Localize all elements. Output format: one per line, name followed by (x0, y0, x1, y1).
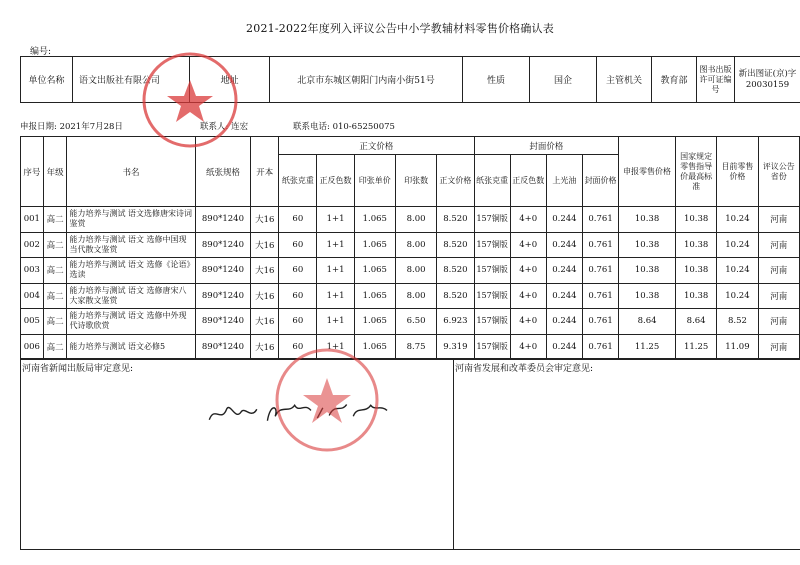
cell-bu: 1.065 (354, 334, 395, 360)
cell-bs: 8.00 (395, 232, 436, 258)
cell-bs: 8.00 (395, 283, 436, 309)
table-row (21, 283, 800, 309)
license-value: 新出图证(京)字20030159 (735, 57, 800, 103)
authority-value: 教育部 (652, 57, 697, 103)
cell-cp: 0.761 (582, 258, 618, 284)
cell-bc: 1+1 (317, 334, 354, 360)
cell-bc: 1+1 (317, 309, 354, 335)
cell-book: 能力培养与测试 语文选修唐宋诗词鉴赏 (67, 207, 195, 233)
header-body-group: 正文价格 (279, 137, 474, 155)
review-table (20, 358, 800, 550)
cell-bp: 9.319 (437, 334, 474, 360)
cell-grade: 高二 (43, 258, 67, 284)
cell-province: 河南 (758, 283, 799, 309)
header-cover-oil: 上光油 (546, 155, 582, 207)
header-current: 目前零售价格 (717, 137, 758, 207)
cell-seq: 002 (21, 232, 44, 258)
cell-format: 大16 (251, 309, 279, 335)
header-body-unit: 印张单价 (354, 155, 395, 207)
cell-current: 11.09 (717, 334, 758, 360)
cell-paper: 890*1240 (195, 258, 251, 284)
cell-current: 10.24 (717, 283, 758, 309)
cell-bc: 1+1 (317, 232, 354, 258)
table-row (21, 232, 800, 258)
cell-province: 河南 (758, 232, 799, 258)
unit-value: 语文出版社有限公司 (73, 57, 190, 103)
cell-bc: 1+1 (317, 258, 354, 284)
table-row (21, 334, 800, 360)
cell-cw: 157铜版 (474, 283, 510, 309)
cell-format: 大16 (251, 334, 279, 360)
cell-declared: 8.64 (619, 309, 676, 335)
document-title: 2021-2022年度列入评议公告中小学教辅材料零售价格确认表 (246, 22, 554, 35)
cell-bp: 6.923 (437, 309, 474, 335)
cell-current: 10.24 (717, 258, 758, 284)
cell-book: 能力培养与测试 语文必修5 (67, 334, 195, 360)
cell-paper: 890*1240 (195, 309, 251, 335)
cell-national: 10.38 (675, 283, 716, 309)
apply-date: 申报日期: 2021年7月28日 (20, 122, 123, 132)
authority-label: 主管机关 (597, 57, 652, 103)
header-national: 国家规定零售指导价最高标准 (675, 137, 716, 207)
contact-person: 联系人: 连宏 (200, 122, 249, 132)
cell-seq: 006 (21, 334, 44, 360)
header-body-price: 正文价格 (437, 155, 474, 207)
cell-cp: 0.761 (582, 232, 618, 258)
cell-cp: 0.761 (582, 283, 618, 309)
cell-province: 河南 (758, 207, 799, 233)
cell-grade: 高二 (43, 232, 67, 258)
table-row (21, 207, 800, 233)
cell-province: 河南 (758, 334, 799, 360)
header-cover-colors: 正反色数 (510, 155, 546, 207)
cell-grade: 高二 (43, 283, 67, 309)
cell-bu: 1.065 (354, 309, 395, 335)
header-province: 评议公告省份 (758, 137, 799, 207)
cell-national: 11.25 (675, 334, 716, 360)
cell-bp: 8.520 (437, 258, 474, 284)
cell-paper: 890*1240 (195, 334, 251, 360)
nature-value: 国企 (530, 57, 597, 103)
cell-declared: 10.38 (619, 207, 676, 233)
cell-format: 大16 (251, 232, 279, 258)
cell-format: 大16 (251, 283, 279, 309)
cell-province: 河南 (758, 309, 799, 335)
cell-bu: 1.065 (354, 207, 395, 233)
cell-co: 0.244 (546, 207, 582, 233)
cell-bw: 60 (279, 207, 317, 233)
cell-cw: 157铜版 (474, 258, 510, 284)
cell-grade: 高二 (43, 334, 67, 360)
cell-province: 河南 (758, 258, 799, 284)
header-seq: 序号 (21, 137, 44, 207)
cell-book: 能力培养与测试 语文 选修唐宋八大家散文鉴赏 (67, 283, 195, 309)
cell-cc: 4+0 (510, 258, 546, 284)
cell-bu: 1.065 (354, 232, 395, 258)
cell-grade: 高二 (43, 309, 67, 335)
cell-bp: 8.520 (437, 283, 474, 309)
cell-paper: 890*1240 (195, 232, 251, 258)
cell-declared: 11.25 (619, 334, 676, 360)
header-body-weight: 纸张克重 (279, 155, 317, 207)
cell-national: 10.38 (675, 207, 716, 233)
unit-label: 单位名称 (21, 57, 73, 103)
cell-grade: 高二 (43, 207, 67, 233)
header-body-sheets: 印张数 (395, 155, 436, 207)
cell-cc: 4+0 (510, 334, 546, 360)
cell-seq: 003 (21, 258, 44, 284)
cell-co: 0.244 (546, 232, 582, 258)
cell-national: 10.38 (675, 258, 716, 284)
header-format: 开本 (251, 137, 279, 207)
cell-declared: 10.38 (619, 258, 676, 284)
header-declared: 申报零售价格 (619, 137, 676, 207)
cell-cc: 4+0 (510, 207, 546, 233)
cell-cw: 157铜版 (474, 232, 510, 258)
cell-format: 大16 (251, 207, 279, 233)
cell-bc: 1+1 (317, 283, 354, 309)
cell-bc: 1+1 (317, 207, 354, 233)
nature-label: 性质 (463, 57, 530, 103)
cell-bw: 60 (279, 334, 317, 360)
cell-bs: 6.50 (395, 309, 436, 335)
header-book: 书名 (67, 137, 195, 207)
price-table (20, 136, 800, 360)
cell-bw: 60 (279, 232, 317, 258)
cell-seq: 001 (21, 207, 44, 233)
cell-cp: 0.761 (582, 309, 618, 335)
cell-cw: 157铜版 (474, 309, 510, 335)
cell-book: 能力培养与测试 语文 选修《论语》选读 (67, 258, 195, 284)
cell-format: 大16 (251, 258, 279, 284)
cell-book: 能力培养与测试 语文 选修中外现代诗歌欣赏 (67, 309, 195, 335)
table-row (21, 309, 800, 335)
cell-national: 8.64 (675, 309, 716, 335)
cell-current: 10.24 (717, 232, 758, 258)
cell-cw: 157铜版 (474, 334, 510, 360)
cell-bu: 1.065 (354, 258, 395, 284)
cell-national: 10.38 (675, 232, 716, 258)
dev-review-cell: 河南省发展和改革委员会审定意见: (454, 359, 800, 550)
cell-book: 能力培养与测试 语文 选修中国现当代散文鉴赏 (67, 232, 195, 258)
header-grade: 年级 (43, 137, 67, 207)
cell-cc: 4+0 (510, 309, 546, 335)
cell-bp: 8.520 (437, 207, 474, 233)
cell-seq: 005 (21, 309, 44, 335)
cell-bs: 8.00 (395, 258, 436, 284)
address-value: 北京市东城区朝阳门内南小街51号 (270, 57, 463, 103)
cell-cc: 4+0 (510, 232, 546, 258)
cell-cp: 0.761 (582, 334, 618, 360)
cell-declared: 10.38 (619, 283, 676, 309)
header-paper: 纸张规格 (195, 137, 251, 207)
cell-declared: 10.38 (619, 232, 676, 258)
cell-current: 10.24 (717, 207, 758, 233)
cell-bw: 60 (279, 283, 317, 309)
cell-seq: 004 (21, 283, 44, 309)
cell-bu: 1.065 (354, 283, 395, 309)
cell-co: 0.244 (546, 258, 582, 284)
cell-cw: 157铜版 (474, 207, 510, 233)
cell-co: 0.244 (546, 334, 582, 360)
contact-phone: 联系电话: 010-65250075 (293, 122, 395, 132)
cell-paper: 890*1240 (195, 207, 251, 233)
table-row (21, 258, 800, 284)
cell-bp: 8.520 (437, 232, 474, 258)
publisher-info-table (20, 56, 800, 103)
cell-paper: 890*1240 (195, 283, 251, 309)
press-review-cell: 河南省新闻出版局审定意见: (21, 359, 454, 550)
cell-bw: 60 (279, 309, 317, 335)
header-body-colors: 正反色数 (317, 155, 354, 207)
cell-co: 0.244 (546, 309, 582, 335)
cell-bs: 8.00 (395, 207, 436, 233)
serial-label: 编号: (30, 47, 52, 57)
cell-cp: 0.761 (582, 207, 618, 233)
cell-current: 8.52 (717, 309, 758, 335)
cell-co: 0.244 (546, 283, 582, 309)
header-cover-group: 封面价格 (474, 137, 619, 155)
cell-bs: 8.75 (395, 334, 436, 360)
address-label: 地址 (190, 57, 270, 103)
header-cover-price: 封面价格 (582, 155, 618, 207)
cell-bw: 60 (279, 258, 317, 284)
header-cover-weight: 纸张克重 (474, 155, 510, 207)
license-label: 图书出版许可证编号 (697, 57, 735, 103)
cell-cc: 4+0 (510, 283, 546, 309)
